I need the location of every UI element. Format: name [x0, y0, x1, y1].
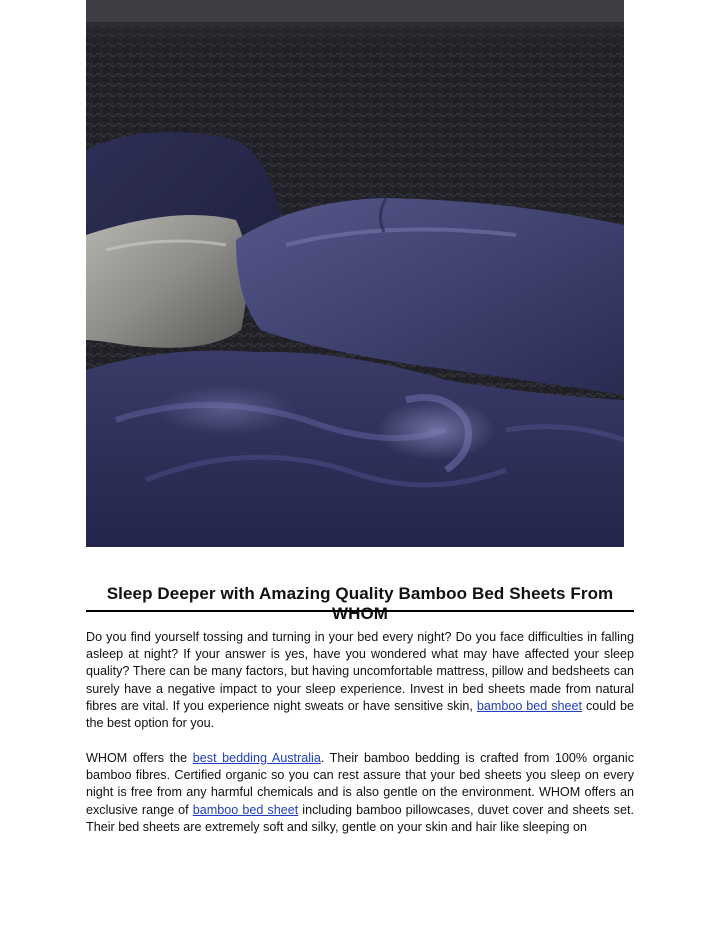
paragraph-2-text-3: including bamboo pillowcases, duvet cover and sheets set. Their bed sheets are extremely soft and silky, gentle on your skin and hair like sleeping on	[86, 802, 634, 834]
paragraph-2-text-2: . Their bamboo bedding is crafted from 100% organic bamboo fibres. Certified organic so you can rest assure that your bed sheets you sleep on every night is free from any harmful chemicals and is also gentle on the environment. WHOM offers an exclusive range of	[86, 751, 634, 817]
hero-bedding-photo	[86, 0, 624, 547]
whom-paragraph	[86, 750, 634, 836]
article-title: Sleep Deeper with Amazing Quality Bamboo Bed Sheets From WHOM	[106, 584, 614, 623]
bamboo-bed-sheet-link[interactable]: bamboo bed sheet	[476, 698, 583, 713]
paragraph-1-text-before-link: Do you find yourself tossing and turning in your bed every night? Do you face difficulties in falling asleep at night? If your answer is yes, have you wondered what may have affected your sleep quality? There can be many factors, but having uncomfortable mattress, pillow and bedsheets can surely have a negative impact to your sleep experience. Invest in bed sheets made from natural fibres are vital. If you experience night sweats or have sensitive skin,	[86, 630, 634, 713]
intro-paragraph	[86, 629, 634, 732]
best-bedding-australia-link[interactable]: best bedding Australia	[192, 751, 321, 765]
paragraph-2-text-1: WHOM offers the	[86, 751, 193, 765]
title-divider	[86, 610, 634, 612]
bedding-photo-illustration	[86, 0, 624, 547]
paragraph-1-text-after-link: could be the best option for you.	[86, 698, 634, 731]
bamboo-bed-sheet-link-2[interactable]: bamboo bed sheet	[192, 802, 299, 817]
